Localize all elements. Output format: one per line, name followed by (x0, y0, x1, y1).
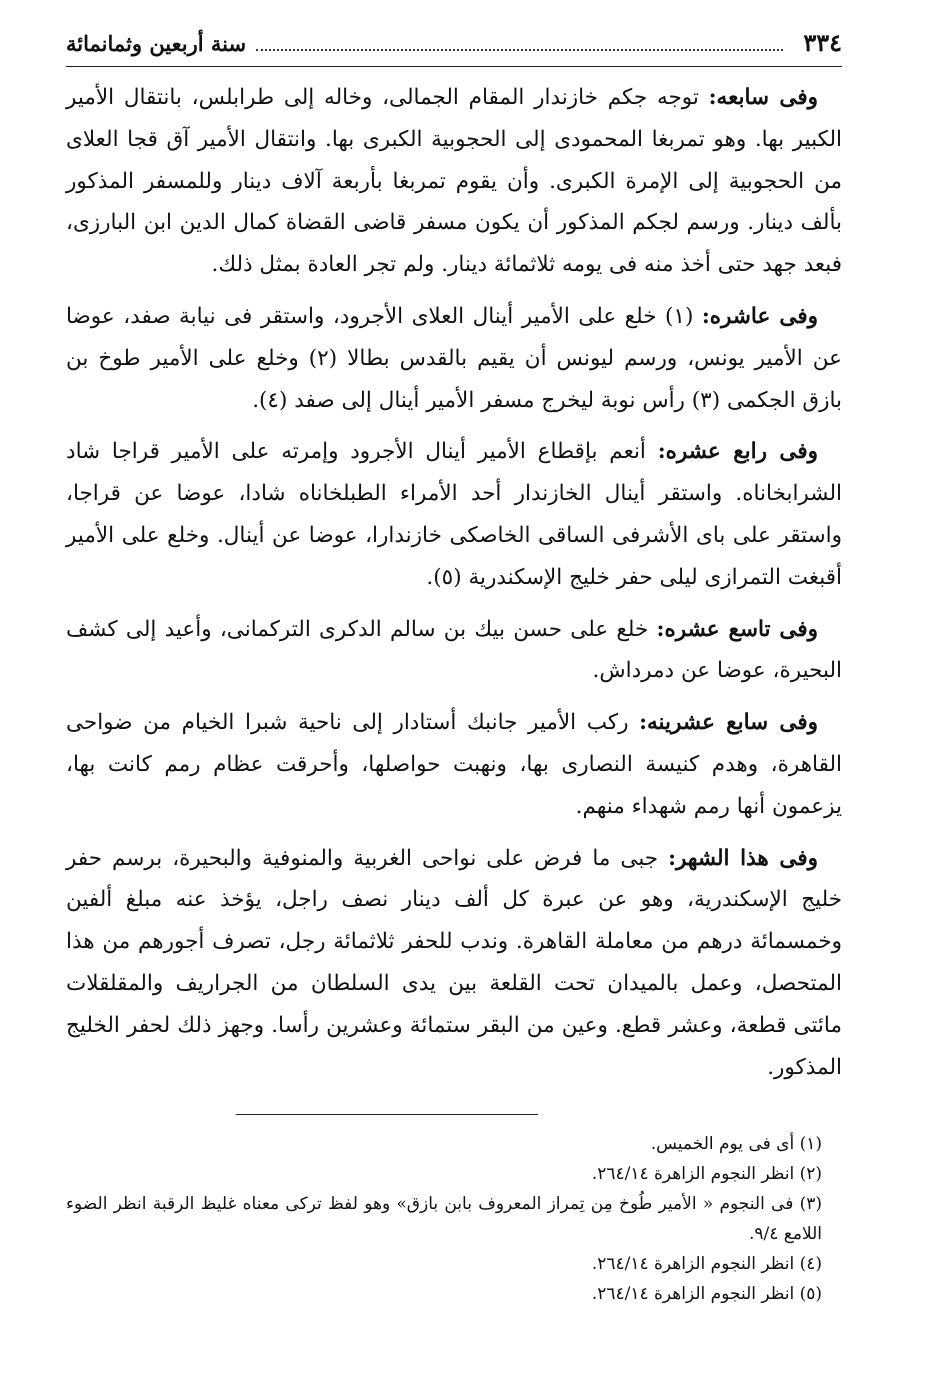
paragraph-text: ركب الأمير جانبك أستادار إلى ناحية شبرا الخيام من ضواحى القاهرة، وهدم كنيسة النصارى بها، ونهبت حواصلها، وأحرقت عظام رمم كانت بها، يزعمون أنها رمم شهداء منهم. (66, 710, 842, 819)
running-title: سنة أربعين وثمانمائة (66, 31, 247, 56)
paragraph-day-19 (66, 609, 842, 693)
paragraph-lead: وفى عاشره: (701, 303, 818, 329)
footnotes (66, 1129, 842, 1309)
paragraph-lead: وفى سابعه: (708, 85, 819, 110)
footnote-rule (236, 1114, 538, 1115)
paragraph-text: (١) خلع على الأمير أينال العلاى الأجرود، واستقر فى نيابة صفد، عوضا عن الأمير يونس، ورسم ليونس أن يقيم بالقدس بطالا (٢) وخلع على الأمير طوخ بن بازق الجكمى (٣) رأس نوبة ليخرج مسفر الأمير أينال إلى صفد (٤). (66, 303, 842, 413)
paragraph-day-14 (66, 431, 842, 598)
header-dot-leader (256, 49, 783, 51)
footnote: (١) أى فى يوم الخميس. (650, 1134, 822, 1155)
footnote-separator (66, 1114, 842, 1115)
footnote: (٥) انظر النجوم الزاهرة ٢٦٤/١٤. (591, 1284, 822, 1305)
paragraph-text: جبى ما فرض على نواحى الغربية والمنوفية والبحيرة، برسم حفر خليج الإسكندرية، وهو عن عبرة كل ألف دينار نصف راجل، يؤخذ عنه مبلغ ألفين وخمسمائة درهم من معاملة القاهرة. وندب للحفر ثلاثمائة رجل، تصرف أجورهم من هذا المتحصل، وعمل بالميدان تحت القلعة بين يدى السلطان من الجراريف والمقلقلات مائتى قطعة، وعشر قطع. وعين من البقر ستمائة وعشرين رأسا. وجهز ذلك لحفر الخليج المذكور. (66, 845, 842, 1080)
main-text (66, 77, 842, 1088)
paragraph-lead: وفى رابع عشره: (657, 439, 818, 465)
paragraph-day-10 (66, 296, 842, 421)
paragraph-this-month (66, 838, 842, 1089)
paragraph-text: أنعم بإقطاع الأمير أينال الأجرود وإمرته على الأمير قراجا شاد الشرابخاناه. واستقر أينال الخازندار أحد الأمراء الطبلخاناه شادا، عوضا عن قراجا، واستقر على باى الأشرفى الساقى الخاصكى خازندارا، عوضا عن أينال. وخلع على الأمير أقبغت التمرازى ليلى حفر خليج الإسكندرية (٥). (66, 439, 842, 590)
footnote: (٢) انظر النجوم الزاهرة ٢٦٤/١٤. (591, 1164, 822, 1185)
paragraph-text: خلع على حسن بيك بن سالم الدكرى التركمانى، وأعيد إلى كشف البحيرة، عوضا عن دمرداش. (66, 616, 842, 684)
footnote: (٤) انظر النجوم الزاهرة ٢٦٤/١٤. (591, 1254, 822, 1275)
paragraph-day-27 (66, 702, 842, 827)
paragraph-day-7 (66, 77, 842, 286)
paragraph-lead: وفى تاسع عشره: (656, 616, 818, 642)
paragraph-lead: وفى سابع عشرينه: (639, 710, 818, 736)
page-number: ٣٣٤ (803, 28, 842, 57)
paragraph-text: توجه جكم خازندار المقام الجمالى، وخاله إلى طرابلس، بانتقال الأمير الكبير بها. وهو تمربغا المحمودى إلى الحجوبية الكبرى بها. وانتقال الأمير آق قجا العلاى من الحجوبية إلى الإمرة الكبرى. وأن يقوم تمربغا بأربعة آلاف دينار وللمسفر المذكور بألف دينار. ورسم لجكم المذكور أن يكون مسفر قاضى القضاة كمال الدين ابن البارزى، فبعد جهد حتى أخذ منه فى يومه ثلاثمائة دينار. ولم تجر العادة بمثل ذلك. (66, 85, 842, 278)
footnote: (٣) فى النجوم « الأمير طُوخ مِن تِمراز المعروف بابن بازق» وهو لفظ تركى معناه غليظ الرقبة انظر الضوء اللامع ٩/٤. (66, 1194, 822, 1245)
running-header (66, 28, 842, 67)
book-page (66, 28, 842, 1348)
paragraph-lead: وفى هذا الشهر: (668, 845, 819, 871)
